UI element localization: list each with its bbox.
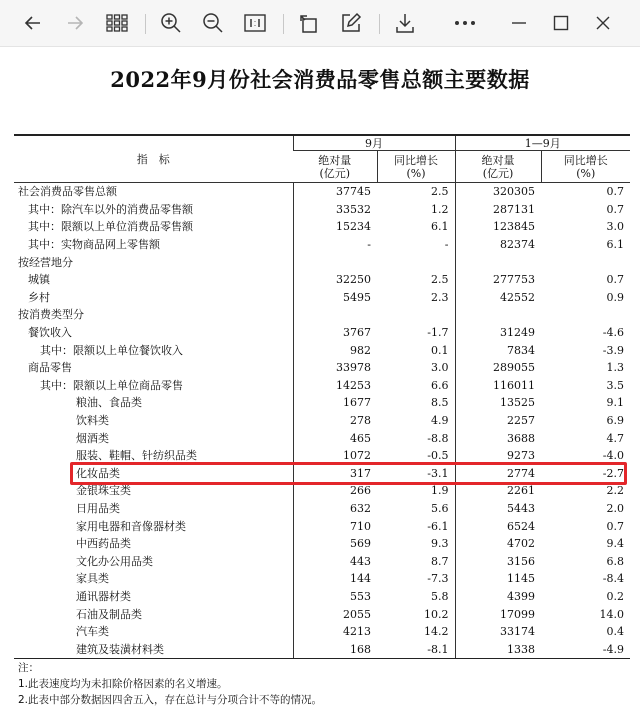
ytd-absolute-cell: 1145 [455, 570, 541, 588]
row-label: 其中：限额以上单位消费品零售额 [28, 220, 193, 234]
row-label: 按消费类型分 [18, 308, 84, 322]
sep-growth-cell: 8.7 [431, 554, 449, 568]
sep-absolute-cell: - [293, 236, 377, 254]
table-row [14, 359, 630, 377]
row-label: 建筑及装潢材料类 [14, 640, 293, 658]
sep-absolute-cell: 3767 [293, 324, 377, 342]
row-label: 中西药品类 [76, 537, 131, 551]
sep-absolute-cell: 2055 [293, 605, 377, 623]
table-row [14, 341, 630, 359]
sep-absolute-cell [293, 306, 377, 324]
note-2: 2.此表中部分数据因四舍五入，存在总计与分项合计不等的情况。 [18, 694, 323, 706]
sep-growth-cell: 5.8 [431, 589, 449, 603]
table-row [14, 201, 630, 219]
table-row [14, 482, 630, 500]
ytd-absolute-cell: 3688 [455, 429, 541, 447]
ytd-absolute-cell: 116011 [455, 377, 541, 395]
ytd-growth-cell [541, 306, 630, 324]
ytd-growth-cell: -2.7 [602, 466, 624, 480]
ytd-absolute-cell [455, 253, 541, 271]
sep-growth-cell: -8.1 [377, 640, 455, 658]
ytd-growth-cell: -3.9 [602, 343, 624, 357]
ytd-absolute-cell: 277753 [455, 271, 541, 289]
sep-growth-cell: 14.2 [424, 625, 449, 639]
ytd-growth-cell: 2.0 [606, 501, 624, 515]
table-row [14, 500, 630, 518]
viewer-toolbar [0, 0, 640, 47]
sep-absolute-cell: 4213 [293, 623, 377, 641]
row-label: 日用品类 [76, 501, 120, 515]
sep-growth-cell: -6.1 [427, 519, 449, 533]
row-label: 服装、鞋帽、针纺织品类 [76, 449, 197, 463]
sep-growth-cell: 6.6 [431, 378, 449, 392]
table-row [14, 324, 630, 342]
table-row [14, 517, 630, 535]
ytd-absolute-cell: 2774 [455, 465, 541, 483]
sep-absolute-cell: 443 [293, 552, 377, 570]
sep-growth-cell: 1.9 [431, 484, 449, 498]
sep-growth-cell: 4.9 [431, 414, 449, 428]
sep-growth-cell: 3.0 [431, 361, 449, 375]
ytd-growth-cell: 0.7 [606, 273, 624, 287]
row-label: 文化办公用品类 [76, 554, 153, 568]
row-label: 汽车类 [76, 625, 109, 639]
sep-absolute-cell: 569 [293, 535, 377, 553]
sep-growth-cell [377, 253, 455, 271]
sep-growth-cell: -0.5 [427, 449, 449, 463]
ytd-growth-cell: 14.0 [599, 607, 624, 621]
note-heading: 注： [18, 662, 39, 674]
row-label: 其中：实物商品网上零售额 [28, 238, 160, 252]
table-row [14, 289, 630, 307]
row-label: 餐饮收入 [28, 326, 72, 340]
ytd-absolute-cell: 82374 [455, 236, 541, 254]
sep-absolute-cell: 5495 [293, 289, 377, 307]
ytd-absolute-cell [455, 306, 541, 324]
table-row [14, 377, 630, 395]
sep-absolute-cell: 33978 [293, 359, 377, 377]
row-label: 饮料类 [76, 414, 109, 428]
document-title: 2022年9月份社会消费品零售总额主要数据 [110, 67, 530, 92]
ytd-growth-cell: 6.9 [606, 414, 624, 428]
table-row [14, 570, 630, 588]
table-body [14, 183, 630, 659]
zoom-in-icon[interactable] [158, 10, 184, 36]
ytd-growth-cell: 0.7 [606, 519, 624, 533]
row-label: 粮油、食品类 [76, 396, 142, 410]
edit-icon[interactable] [338, 10, 364, 36]
download-icon[interactable] [392, 10, 418, 36]
ytd-absolute-cell: 289055 [455, 359, 541, 377]
ytd-absolute-cell: 42552 [455, 289, 541, 307]
row-label: 家用电器和音像器材类 [76, 519, 186, 533]
sep-absolute-cell: 37745 [293, 183, 377, 201]
sep-absolute-cell: 33532 [293, 201, 377, 219]
sep-growth-cell: -1.7 [427, 326, 449, 340]
ytd-growth-cell: 3.0 [606, 220, 624, 234]
table-row [14, 253, 630, 271]
header-sep-growth: 同比增长 (%) [377, 151, 455, 183]
note-1: 1.此表速度均为未扣除价格因素的名义增速。 [18, 678, 228, 690]
sep-growth-cell: -7.3 [427, 572, 449, 586]
sep-absolute-cell: 14253 [293, 377, 377, 395]
row-label: 家具类 [76, 572, 109, 586]
thumbnails-icon[interactable] [104, 10, 130, 36]
row-label: 石油及制品类 [76, 607, 142, 621]
close-icon[interactable] [590, 10, 616, 36]
table-row [14, 447, 630, 465]
ytd-absolute-cell: 9273 [455, 447, 541, 465]
rotate-icon[interactable] [296, 10, 322, 36]
sep-growth-cell: 6.1 [431, 220, 449, 234]
sep-absolute-cell: 278 [293, 412, 377, 430]
header-period-september: 9月 [293, 135, 455, 151]
header-period-jan-sep: 1—9月 [455, 135, 630, 151]
row-label: 其中：限额以上单位餐饮收入 [40, 343, 183, 357]
row-label: 其中：除汽车以外的消费品零售额 [28, 202, 193, 216]
sep-absolute-cell: 1072 [293, 447, 377, 465]
table-row [14, 535, 630, 553]
table-row [14, 394, 630, 412]
ytd-absolute-cell: 4399 [455, 588, 541, 606]
ytd-absolute-cell: 2261 [455, 482, 541, 500]
ytd-absolute-cell: 13525 [455, 394, 541, 412]
ytd-absolute-cell: 31249 [455, 324, 541, 342]
sep-absolute-cell: 632 [293, 500, 377, 518]
sep-growth-cell: - [444, 238, 449, 252]
ytd-absolute-cell: 33174 [455, 623, 541, 641]
footnotes [18, 660, 322, 708]
table-row [14, 640, 630, 658]
row-label: 社会消费品零售总额 [18, 185, 117, 199]
table-row [14, 588, 630, 606]
sep-growth-cell: 0.1 [431, 343, 449, 357]
maximize-icon[interactable] [548, 10, 574, 36]
ytd-growth-cell: -8.4 [602, 572, 624, 586]
sep-absolute-cell: 32250 [293, 271, 377, 289]
ytd-growth-cell: 9.4 [606, 537, 624, 551]
sep-absolute-cell: 710 [293, 517, 377, 535]
sep-absolute-cell: 553 [293, 588, 377, 606]
retail-sales-table [14, 134, 630, 659]
table-row [14, 552, 630, 570]
ytd-absolute-cell: 320305 [455, 183, 541, 201]
sep-absolute-cell: 1677 [293, 394, 377, 412]
forward-icon[interactable] [62, 10, 88, 36]
ytd-growth-cell: 0.9 [606, 290, 624, 304]
table-row [14, 412, 630, 430]
table-row [14, 306, 630, 324]
row-label: 按经营地分 [18, 255, 73, 269]
ytd-absolute-cell: 3156 [455, 552, 541, 570]
sep-absolute-cell: 465 [293, 429, 377, 447]
row-label: 通讯器材类 [76, 589, 131, 603]
row-label: 乡村 [28, 290, 50, 304]
sep-absolute-cell: 982 [293, 341, 377, 359]
sep-absolute-cell: 266 [293, 482, 377, 500]
ytd-growth-cell [541, 253, 630, 271]
ytd-growth-cell: 0.7 [606, 185, 624, 199]
sep-growth-cell [377, 306, 455, 324]
table-row [14, 236, 630, 254]
ytd-growth-cell: 3.5 [606, 378, 624, 392]
row-label: 烟酒类 [76, 431, 109, 445]
ytd-growth-cell: -4.9 [541, 640, 630, 658]
sep-absolute-cell: 15234 [293, 218, 377, 236]
sep-growth-cell: 10.2 [424, 607, 449, 621]
ytd-growth-cell: 1.3 [606, 361, 624, 375]
ytd-growth-cell: 9.1 [606, 396, 624, 410]
ytd-growth-cell: 4.7 [606, 431, 624, 445]
sep-growth-cell: -8.8 [427, 431, 449, 445]
ytd-growth-cell: -4.0 [602, 449, 624, 463]
row-label: 城镇 [28, 273, 50, 287]
ytd-growth-cell: -4.6 [602, 326, 624, 340]
ytd-growth-cell: 6.1 [606, 238, 624, 252]
header-indicator: 指 标 [14, 135, 293, 183]
header-ytd-absolute: 绝对量 (亿元) [455, 151, 541, 183]
header-ytd-growth: 同比增长 (%) [541, 151, 630, 183]
back-icon[interactable] [20, 10, 46, 36]
sep-growth-cell: 2.3 [431, 290, 449, 304]
ytd-growth-cell: 0.7 [606, 202, 624, 216]
ytd-absolute-cell: 287131 [455, 201, 541, 219]
row-label: 商品零售 [28, 361, 72, 375]
row-label: 其中：限额以上单位商品零售 [40, 378, 183, 392]
ytd-absolute-cell: 4702 [455, 535, 541, 553]
sep-absolute-cell: 144 [293, 570, 377, 588]
sep-growth-cell: -3.1 [427, 466, 449, 480]
sep-growth-cell: 2.5 [431, 185, 449, 199]
table-row [14, 465, 630, 483]
table-row [14, 183, 630, 201]
sep-growth-cell: 5.6 [431, 501, 449, 515]
table-row [14, 271, 630, 289]
row-label: 化妆品类 [76, 466, 120, 480]
ytd-absolute-cell: 2257 [455, 412, 541, 430]
ytd-absolute-cell: 5443 [455, 500, 541, 518]
ytd-growth-cell: 0.4 [606, 625, 624, 639]
more-icon[interactable] [452, 10, 478, 36]
ytd-absolute-cell: 7834 [455, 341, 541, 359]
table-row [14, 623, 630, 641]
sep-absolute-cell: 168 [293, 640, 377, 658]
row-label: 金银珠宝类 [76, 484, 131, 498]
zoom-out-icon[interactable] [200, 10, 226, 36]
ytd-absolute-cell: 1338 [455, 640, 541, 658]
sep-growth-cell: 8.5 [431, 396, 449, 410]
ytd-growth-cell: 2.2 [606, 484, 624, 498]
sep-growth-cell: 1.2 [431, 202, 449, 216]
table-row [14, 218, 630, 236]
sep-absolute-cell [293, 253, 377, 271]
sep-absolute-cell: 317 [293, 465, 377, 483]
header-sep-absolute: 绝对量 (亿元) [318, 153, 352, 180]
ytd-absolute-cell: 17099 [455, 605, 541, 623]
ytd-absolute-cell: 6524 [455, 517, 541, 535]
sep-growth-cell: 9.3 [431, 537, 449, 551]
actual-size-icon[interactable] [242, 10, 268, 36]
ytd-growth-cell: 6.8 [606, 554, 624, 568]
sep-growth-cell: 2.5 [431, 273, 449, 287]
ytd-absolute-cell: 123845 [455, 218, 541, 236]
minimize-icon[interactable] [506, 10, 532, 36]
table-row [14, 605, 630, 623]
table-row [14, 429, 630, 447]
ytd-growth-cell: 0.2 [606, 589, 624, 603]
